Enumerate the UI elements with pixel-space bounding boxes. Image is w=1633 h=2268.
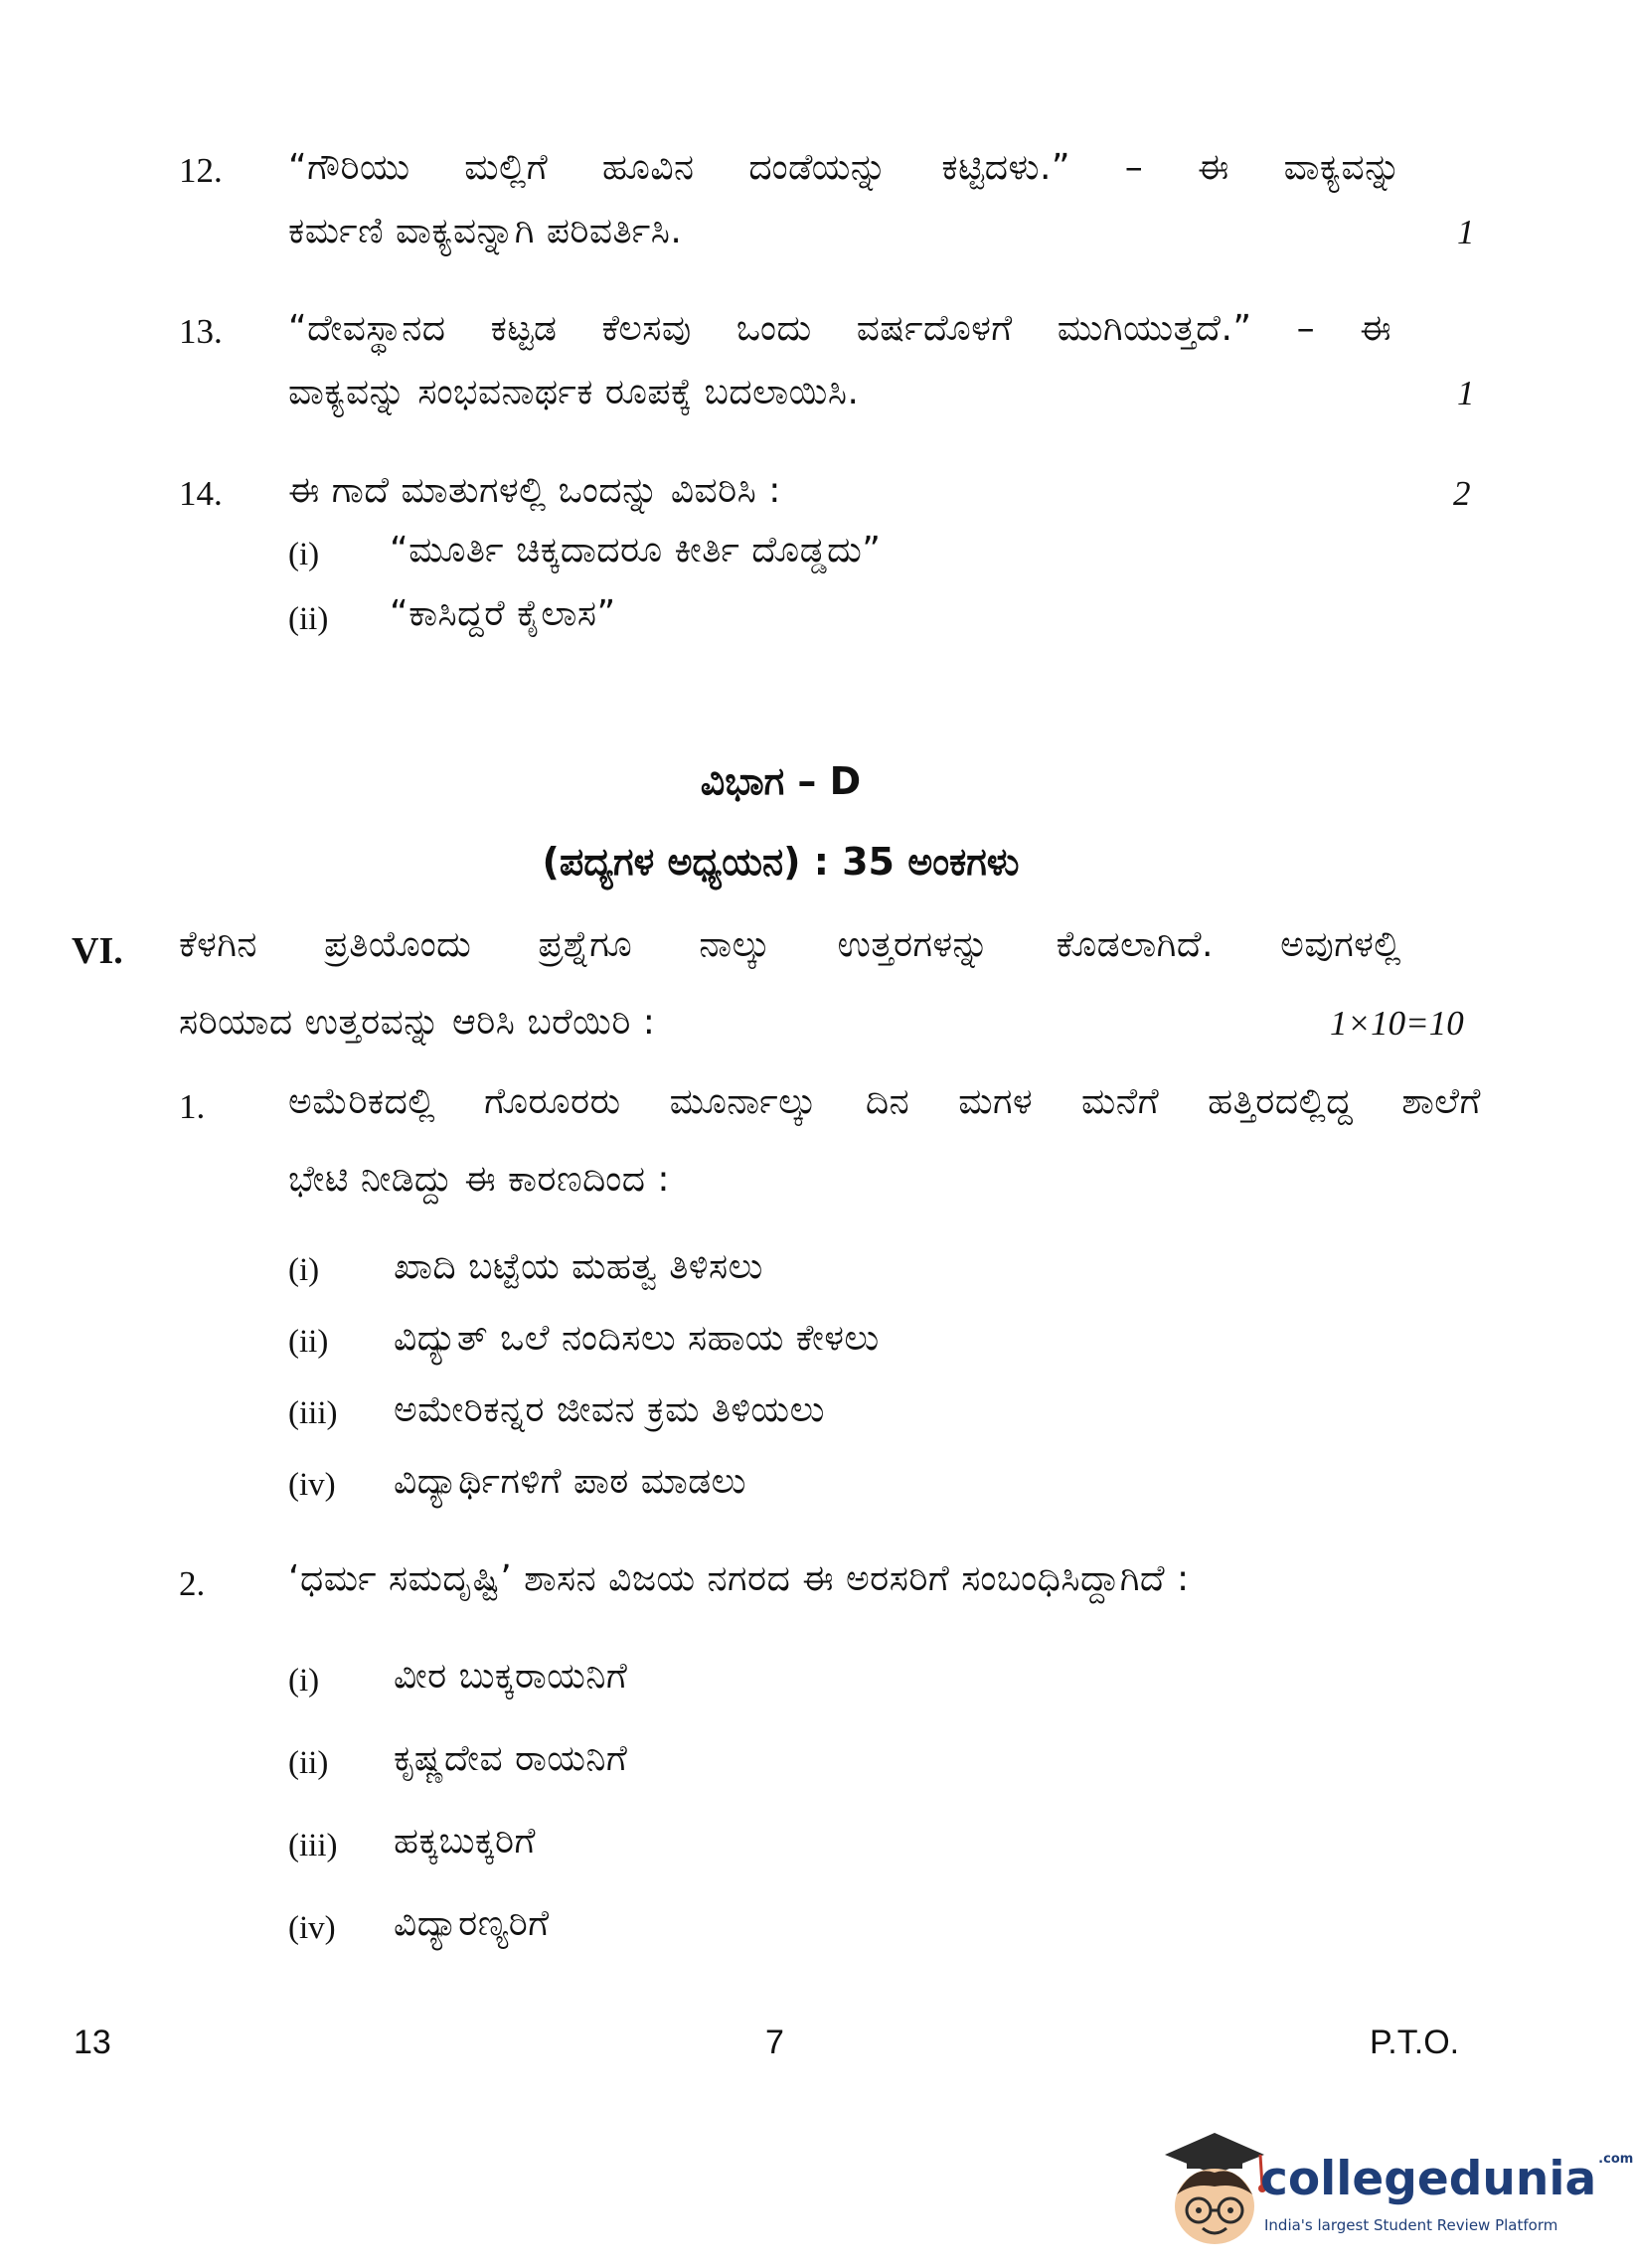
option-label: (iii) (288, 1395, 338, 1431)
option-label: (ii) (288, 1324, 329, 1360)
question-text: “ದೇವಸ್ಥಾನದ ಕಟ್ಟಡ ಕೆಲಸವು ಒಂದು ವರ್ಷದೊಳಗೆ ಮುಗಿಯುತ್ತದೆ.” – ಈ (288, 308, 1391, 349)
question-number: 1. (179, 1087, 206, 1126)
option-text: “ಕಾಸಿದ್ದರೆ ಕೈಲಾಸ” (390, 593, 616, 634)
option-label: (iv) (288, 1467, 336, 1503)
pto-note: P.T.O. (1370, 2024, 1460, 2061)
option-label: (i) (288, 1252, 320, 1288)
student-mascot-icon (1153, 2125, 1277, 2264)
question-number: 13. (179, 312, 223, 351)
marks: 2 (1453, 474, 1471, 513)
option-text: “ಮೂರ್ತಿ ಚಿಕ್ಕದಾದರೂ ಕೀರ್ತಿ ದೊಡ್ಡದು” (390, 530, 882, 570)
option-label: (i) (288, 1663, 320, 1699)
part-instruction: ಸರಿಯಾದ ಉತ್ತರವನ್ನು ಆರಿಸಿ ಬರೆಯಿರಿ : (179, 1002, 656, 1043)
part-instruction: ಕೆಳಗಿನ ಪ್ರತಿಯೊಂದು ಪ್ರಶ್ನೆಗೂ ನಾಲ್ಕು ಉತ್ತರಗಳನ್ನು ಕೊಡಲಾಗಿದೆ. ಅವುಗಳಲ್ಲಿ (179, 924, 1401, 965)
option-label: (ii) (288, 1745, 329, 1781)
brand-name: collegedunia (1260, 2152, 1597, 2206)
question-text: ಅಮೆರಿಕದಲ್ಲಿ ಗೊರೂರರು ಮೂರ್ನಾಲ್ಕು ದಿನ ಮಗಳ ಮನೆಗೆ ಹತ್ತಿರದಲ್ಲಿದ್ದ ಶಾಲೆಗೆ (288, 1081, 1481, 1122)
marks: 1 (1457, 374, 1475, 412)
question-text: ಭೇಟಿ ನೀಡಿದ್ದು ಈ ಕಾರಣದಿಂದ : (288, 1159, 671, 1200)
option-text: ವೀರ ಬುಕ್ಕರಾಯನಿಗೆ (394, 1656, 628, 1697)
option-text: ಹಕ್ಕಬುಕ್ಕರಿಗೆ (394, 1821, 536, 1862)
paper-code: 13 (74, 2024, 111, 2061)
page-number: 7 (765, 2024, 784, 2061)
option-text: ಅಮೇರಿಕನ್ನರ ಜೀವನ ಕ್ರಮ ತಿಳಿಯಲು (394, 1389, 825, 1430)
option-text: ವಿದ್ಯುತ್ ಒಲೆ ನಂದಿಸಲು ಸಹಾಯ ಕೇಳಲು (394, 1318, 880, 1359)
option-label: (ii) (288, 601, 329, 637)
option-label: (iv) (288, 1910, 336, 1946)
question-text: ವಾಕ್ಯವನ್ನು ಸಂಭವನಾರ್ಥಕ ರೂಪಕ್ಕೆ ಬದಲಾಯಿಸಿ. (288, 372, 860, 412)
brand-suffix: .com (1598, 2152, 1633, 2167)
marks: 1 (1457, 213, 1475, 251)
question-text: ‘ಧರ್ಮ ಸಮದೃಷ್ಟಿ’ ಶಾಸನ ವಿಜಯ ನಗರದ ಈ ಅರಸರಿಗೆ ಸಂಬಂಧಿಸಿದ್ದಾಗಿದೆ : (288, 1558, 1190, 1599)
option-text: ವಿದ್ಯಾರ್ಥಿಗಳಿಗೆ ಪಾಠ ಮಾಡಲು (394, 1461, 746, 1502)
brand-logo (1260, 2152, 1633, 2206)
part-number: VI. (72, 930, 123, 972)
question-number: 12. (179, 151, 223, 190)
question-text: ಈ ಗಾದೆ ಮಾತುಗಳಲ್ಲಿ ಒಂದನ್ನು ವಿವರಿಸಿ : (288, 470, 781, 511)
option-text: ಖಾದಿ ಬಟ್ಟೆಯ ಮಹತ್ವ ತಿಳಿಸಲು (394, 1246, 763, 1287)
question-number: 14. (179, 474, 223, 513)
question-number: 2. (179, 1564, 206, 1603)
marks: 1×10=10 (1330, 1004, 1464, 1043)
brand-tagline: India's largest Student Review Platform (1264, 2216, 1558, 2234)
option-text: ವಿದ್ಯಾರಣ್ಯರಿಗೆ (394, 1903, 550, 1944)
section-title: ವಿಭಾಗ – D (700, 759, 862, 803)
question-text: “ಗೌರಿಯು ಮಲ್ಲಿಗೆ ಹೂವಿನ ದಂಡೆಯನ್ನು ಕಟ್ಟಿದಳು.” – ಈ ವಾಕ್ಯವನ್ನು (288, 147, 1401, 188)
question-text: ಕರ್ಮಣಿ ವಾಕ್ಯವನ್ನಾಗಿ ಪರಿವರ್ತಿಸಿ. (288, 211, 683, 251)
option-text: ಕೃಷ್ಣದೇವ ರಾಯನಿಗೆ (394, 1738, 628, 1779)
section-subtitle: (ಪದ್ಯಗಳ ಅಧ್ಯಯನ) : 35 ಅಂಕಗಳು (542, 840, 1020, 884)
option-label: (iii) (288, 1828, 338, 1863)
option-label: (i) (288, 537, 320, 572)
